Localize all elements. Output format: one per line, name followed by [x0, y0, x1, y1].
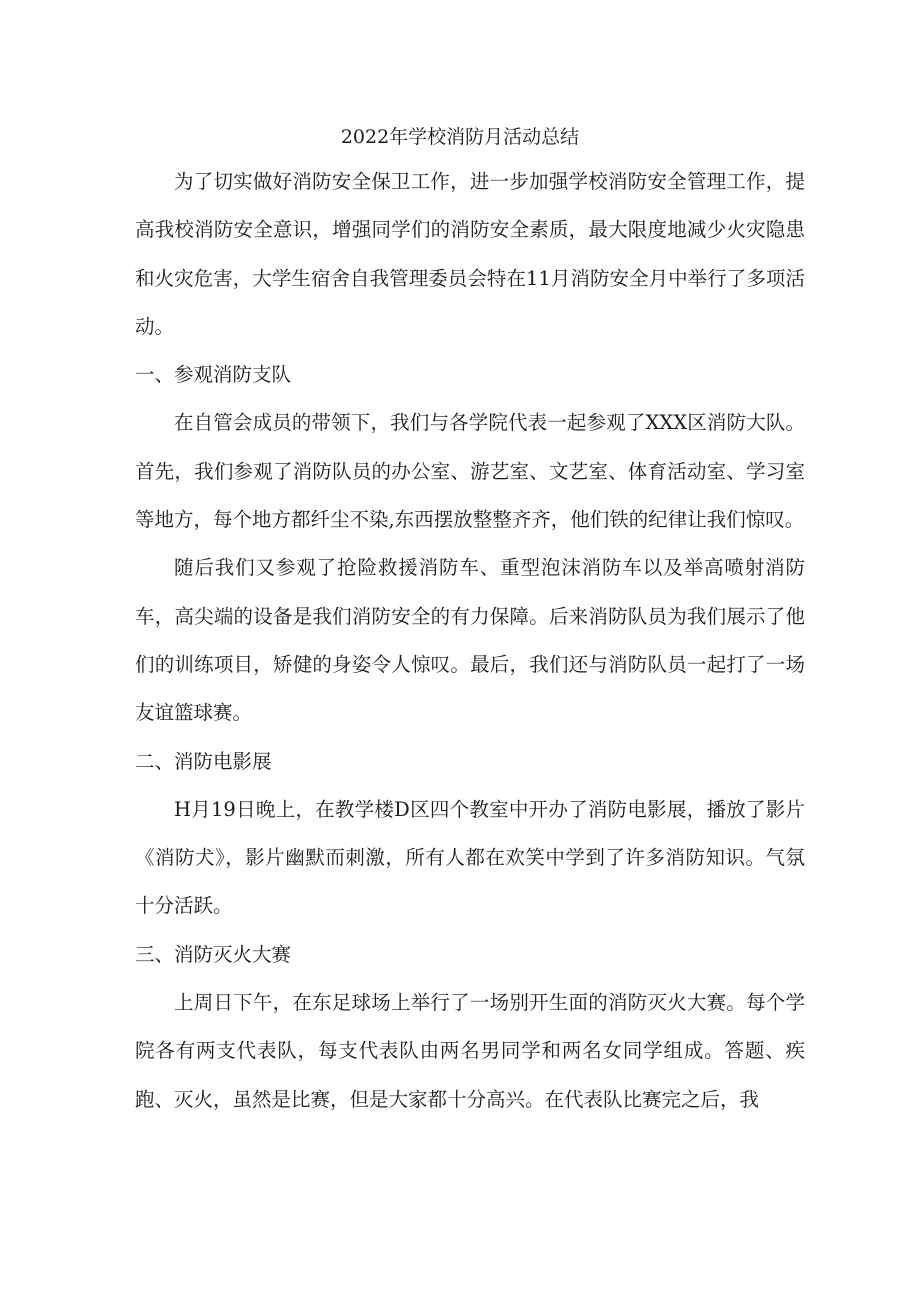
document-body: [135, 158, 805, 1124]
paragraph-film: H月19日晚上，在教学楼D区四个教室中开办了消防电影展，播放了影片《消防犬》，影片幽默而刺激，所有人都在欢笑中学到了许多消防知识。气氛十分活跃。: [135, 797, 805, 918]
paragraph-intro: 为了切实做好消防安全保卫工作，进一步加强学校消防安全管理工作，提高我校消防安全意识，增强同学们的消防安全素质，最大限度地减少火灾隐患和火灾危害，大学生宿舍自我管理委员会特在11月消防安全月中举行了多项活动。: [135, 170, 805, 338]
paragraph-visit-1: 在自管会成员的带领下，我们与各学院代表一起参观了XXX区消防大队。首先，我们参观了消防队员的办公室、游艺室、文艺室、体育活动室、学习室等地方，每个地方都纤尘不染,东西摆放整整齐齐，他们铁的纪律让我们惊叹。: [135, 411, 805, 532]
document-title: 2022年学校消防月活动总结: [340, 126, 580, 148]
section-heading-3: 三、消防灭火大赛: [135, 942, 292, 966]
section-heading-1: 一、参观消防支队: [135, 363, 292, 387]
paragraph-contest: 上周日下午，在东足球场上举行了一场别开生面的消防灭火大赛。每个学院各有两支代表队，每支代表队由两名男同学和两名女同学组成。答题、疾跑、灭火，虽然是比赛，但是大家都十分高兴。在代表队比赛完之后，我: [135, 991, 805, 1111]
section-heading-2: 二、消防电影展: [135, 749, 272, 773]
paragraph-visit-2: 随后我们又参观了抢险救援消防车、重型泡沫消防车以及举高喷射消防车，高尖端的设备是我们消防安全的有力保障。后来消防队员为我们展示了他们的训练项目，矫健的身姿令人惊叹。最后，我们还与消防队员一起打了一场友谊篮球赛。: [135, 556, 805, 725]
